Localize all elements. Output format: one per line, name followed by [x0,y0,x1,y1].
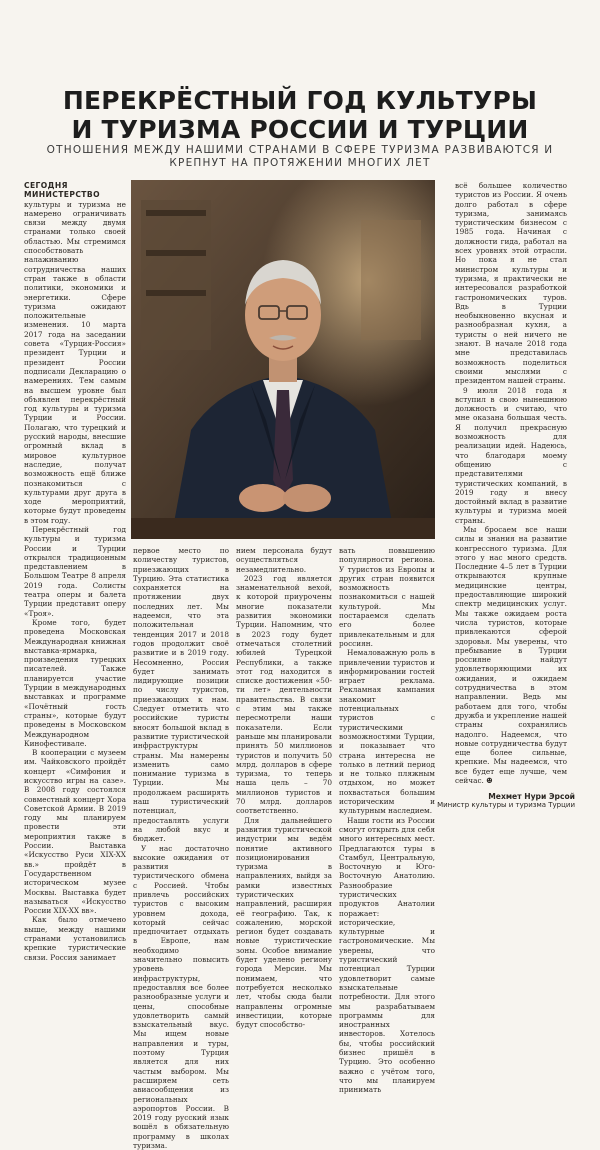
text-column-3 [236,546,332,783]
col1-paragraph-1: культуры и туризма не намерено ограничивать связи между двумя странами только своей областью. Мы стремимся способствовать налаживанию сотрудничества наших стран также в области политики, экономики и энергетики. Сфере туризма ожидают положительные изменения. 10 марта 2017 года на заседании совета «Турция-Россия» президент Турции и президент России подписали Декларацию о намерениях. Тем самым на высшем уровне был объявлен перекрёстный год культуры и туризма Турции и России. Полагаю, что турецкий и русский народы, внесшие огромный вклад в мировое культурное наследие, получат возможность ещё ближе познакомиться с культурами друг друга в ходе мероприятий, которые будут проведены в этом году. [24,200,126,525]
col3-paragraph-2: 2023 год является знаменательной вехой, к которой приурочены многие показатели развития экономики Турции. Напомним, что в 2023 году будет отмечаться столетний юбилей Турецкой Республики, а также этот год находится в списке достижения «50-ти лет» деятельности правительства. В связи с этим мы также пересмотрели наши показатели. Если раньше мы планировали принять 50 миллионов туристов и получить 50 млрд. долларов в сфере туризма, то теперь наша цель – 70 миллионов туристов и 70 млрд. долларов соответственно. [236,574,332,816]
article-headline [0,86,600,145]
col4-paragraph-1: вать повышению популярности региона. У туристов из Европы и других стран появится возможность познакомиться с нашей культурой. Мы постараемся сделать его более привлекательным и для россиян. [339,546,435,648]
article-subheadline: ОТНОШЕНИЯ МЕЖДУ НАШИМИ СТРАНАМИ В СФЕРЕ ТУРИЗМА РАЗВИВАЮТСЯ И КРЕПНУТ НА ПРОТЯЖЕНИИ МНОГИХ ЛЕТ [40,144,560,170]
col3-paragraph-1: нием персонала будут осуществляться незамедлительно. [236,546,332,574]
col4-paragraph-3: Наши гости из России смогут открыть для себя много интересных мест. Предлагаются туры в Стамбул, Центральную, Восточную и Юго-Восточную Анатолию. Разнообразие туристических продуктов Анатолии поражает: исторические, культурные и гастрономические. Мы уверены, что туристический потенциал Турции удовлетворит самые взыскательные потребности. Для этого мы разрабатываем программы для иностранных инвесторов. Хотелось бы, чтобы российский бизнес пришёл в Турцию. Это особенно важно с учётом того, что мы планируем принимать [339,816,435,1095]
col1-paragraph-3: Кроме того, будет проведена Московская Международная книжная выставка-ярмарка, произведения турецких писателей. Также планируется участие Турции в международных выставках и программе «Почётный гость страны», которые будут проведены в Московском Международном Кинофестивале. [24,618,126,748]
headline-line-2: И ТУРИЗМА РОССИИ И ТУРЦИИ [0,115,600,145]
text-column-1 [24,181,126,784]
minister-portrait-photo [131,180,435,539]
col5-paragraph-2: 9 июля 2018 года я вступил в свою нынешнюю должность и считаю, что мне оказана большая честь. Я получил прекрасную возможность для реализации идей. Надеюсь, что благодаря моему общению с представителями туристических компаний, в 2019 году я внесу достойный вклад в развитие культуры и туризма моей страны. [455,386,567,525]
col2-paragraph-2: У нас достаточно высокие ожидания от развития туристического обмена с Россией. Чтобы привлечь российских туристов с высоким уровнем дохода, который сейчас предпочитает отдыхать в Европе, нам необходимо значительно повысить уровень инфраструктуры, предоставляя все более разнообразные услуги и цены, способные удовлетворить самый взыскательный вкус. Мы ищем новые направления и туры, поэтому Турция является для них частым выбором. Мы расширяем сеть авиасообщения из региональных аэропортов России. В 2019 году русский язык вошёл в обязательную программу в школах туризма. [133,844,229,1150]
col1-paragraph-4: В кооперации с музеем им. Чайковского пройдёт концерт «Симфония и искусство игры на сазе». В 2008 году состоялся совместный концерт Хора Советской Армии. В 2019 году мы планируем провести эти мероприятия также в России. Выставка «Искусство Руси XIX-XX вв.» пройдёт в Государственном историческом музее Москвы. Выставка будет называться «Искусство России XIX-XX вв». [24,748,126,915]
author-name: Мехмет Нури Эрсой [437,792,575,801]
col3-paragraph-3: Для дальнейшего развития туристической индустрии мы ведём понятие активного позиционирования туризма в направлениях, выйдя за рамки известных туристических направлений, расширяя её географию. Так, к сожалению, морской регион будет создавать новые туристические зоны. Особое внимание будет уделено региону города Мерсин. Мы понимаем, что потребуется несколько лет, чтобы сюда были направлены огромные инвестиции, которые будут способство- [236,816,332,1030]
text-column-5 [455,181,567,787]
section-title: СЕГОДНЯ МИНИСТЕРСТВО [24,181,100,199]
col2-paragraph-1: первое место по количеству туристов, приезжающих в Турцию. Эта статистика сохраняется на протяжении двух последних лет. Мы надеемся, что эта положительная тенденция 2017 и 2018 годов продолжит своё развитие и в 2019 году. Несомненно, Россия будет занимать лидирующие позиции по числу туристов, приезжающих к нам. Следует отметить что российские туристы вносят большой вклад в развитие туристической инфраструктуры страны. Мы намерены изменить само понимание туризма в Турции. Мы продолжаем расширять наш туристический потенциал, предоставлять услуги на любой вкус и бюджет. [133,546,229,844]
col5-paragraph-3: Мы бросаем все наши силы и знания на развитие конгрессного туризма. Для этого у нас много средств. Последние 4–5 лет в Турции открываются крупные медицинские центры, предоставляющие широкий спектр медицинских услуг. Мы также ожидаем роста числа туристов, которые привлекаются сферой здоровья. Мы уверены, что пребывание в Турции россияне найдут удовлетворяющими их ожидания, и ожидаем сотрудничества в этом направлении. Ведь мы работаем для того, чтобы дружба и укрепление нашей страны сохранялись надолго. Надеемся, что новые сотрудничества будут еще более сильные, крепкие. Мы надеемся, что все будет еще лучше, чем сейчас. ☻ [455,525,567,785]
author-signature [437,792,575,809]
text-column-2 [133,546,229,783]
headline-line-1: ПЕРЕКРЁСТНЫЙ ГОД КУЛЬТУРЫ [0,86,600,115]
col5-paragraph-1: всё большее количество туристов из России. Я очень долго работал в сфере туризма, занимаясь туристическим бизнесом с 1985 года. Начиная с должности гида, работал на всех уровнях этой отрасли. Но пока я не стал министром культуры и туризма, я практически не интересовался разработкой гастрономических туров. Вдь в Турции необыкновенно вкусная и разнообразная кухня, а туристы о ней ничего не знают. В начале 2018 года мне представилась возможность поделиться своими мыслями с президентом нашей страны. [455,181,567,386]
text-column-4 [339,546,435,783]
col4-paragraph-2: Немаловажную роль в привлечении туристов и информировании гостей играет реклама. Рекламная кампания знакомит потенциальных туристов с туристическими возможностями Турции, и показывает что страна интересна не только в летний период и не только пляжным отдыхом, но может похвастаться большим историческим и культурным наследием. [339,648,435,815]
col1-paragraph-5: Как было отмечено выше, между нашими странами установились крепкие туристические связи. Россия занимает [24,915,126,961]
col1-paragraph-2: Перекрёстный год культуры и туризма России и Турции открылся традиционным представлением в Большом Театре 8 апреля 2019 года. Солисты театра оперы и балета Турции представят оперу «Троя». [24,525,126,618]
author-role: Министр культуры и туризма Турции [437,801,575,809]
